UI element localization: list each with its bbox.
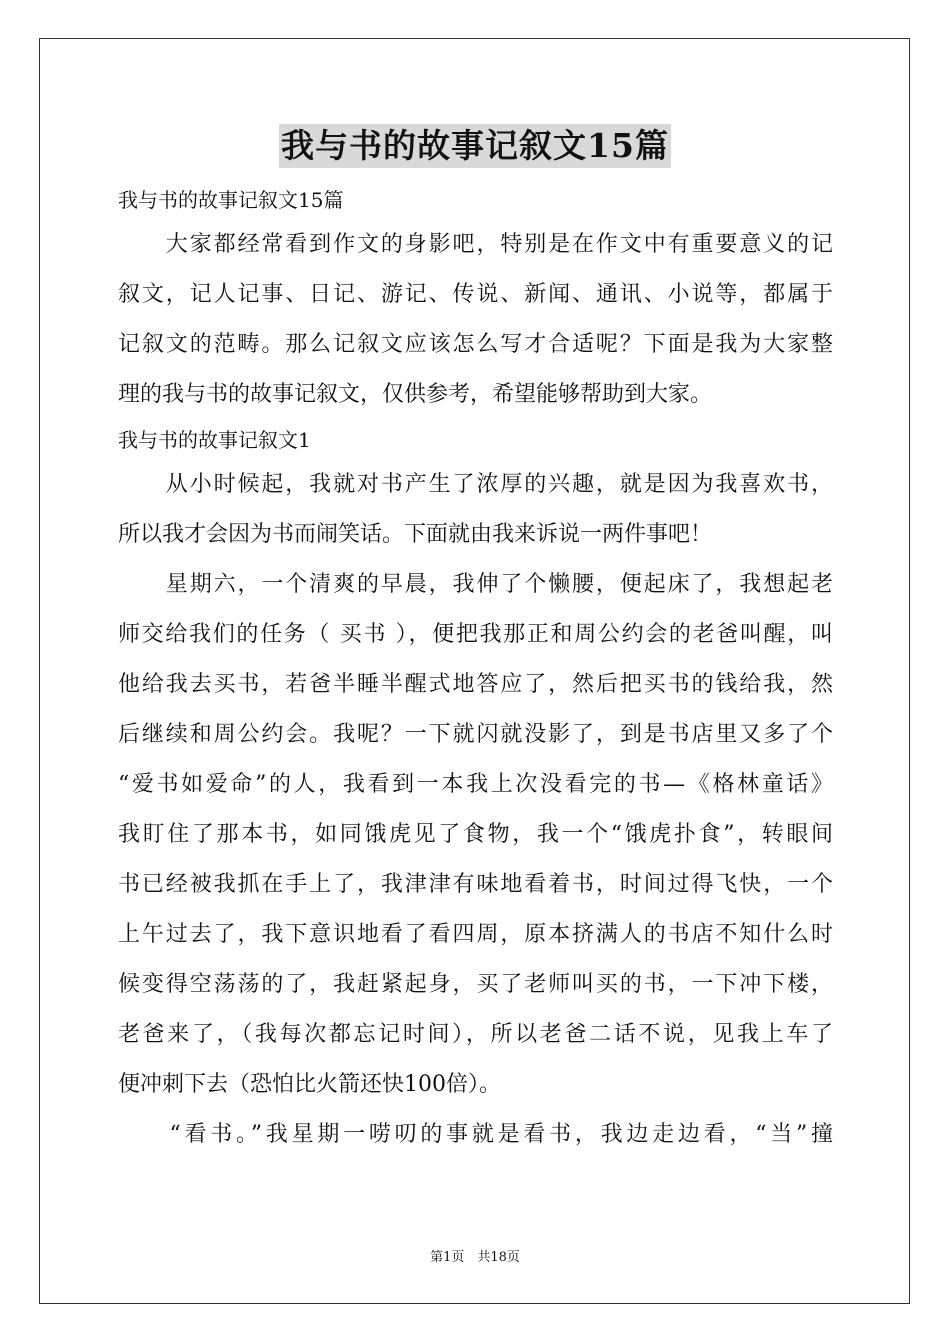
paragraph-2 bbox=[118, 560, 833, 1110]
text-line: 便冲刺下去（恐怕比火箭还快100倍）。 bbox=[118, 1072, 501, 1097]
paragraph-3 bbox=[118, 1110, 833, 1160]
section-heading: 我与书的故事记叙文1 bbox=[118, 428, 311, 452]
text-line: 他给我去买书，若爸半睡半醒式地答应了，然后把买书的钱给我，然 bbox=[118, 672, 833, 697]
subtitle: 我与书的故事记叙文15篇 bbox=[118, 188, 344, 212]
paragraph-1 bbox=[118, 460, 833, 560]
document-title: 我与书的故事记叙文15篇 bbox=[279, 124, 671, 168]
text-line: 记叙文的范畴。那么记叙文应该怎么写才合适呢？下面是我为大家整 bbox=[118, 332, 833, 357]
page-footer: 第1页 共18页 bbox=[430, 1250, 520, 1265]
text-line: 书已经被我抓在手上了，我津津有味地看着书，时间过得飞快，一个 bbox=[118, 872, 833, 897]
text-line: “看书。”我星期一唠叨的事就是看书，我边走边看，“当”撞 bbox=[118, 1122, 833, 1147]
text-line: 从小时候起，我就对书产生了浓厚的兴趣，就是因为我喜欢书， bbox=[118, 472, 833, 497]
text-line: 理的我与书的故事记叙文，仅供参考，希望能够帮助到大家。 bbox=[118, 382, 713, 407]
text-line: 上午过去了，我下意识地看了看四周，原本挤满人的书店不知什么时 bbox=[118, 922, 833, 947]
text-line: 老爸来了，（我每次都忘记时间），所以老爸二话不说，见我上车了 bbox=[118, 1022, 833, 1047]
text-line: 大家都经常看到作文的身影吧，特别是在作文中有重要意义的记 bbox=[118, 232, 833, 257]
text-line: 我盯住了那本书，如同饿虎见了食物，我一个“饿虎扑食”，转眼间 bbox=[118, 822, 833, 847]
document-body bbox=[118, 180, 833, 1160]
title-container bbox=[0, 124, 950, 168]
text-line: “爱书如爱命”的人，我看到一本我上次没看完的书—《格林童话》 bbox=[118, 772, 833, 797]
text-line: 星期六，一个清爽的早晨，我伸了个懒腰，便起床了，我想起老 bbox=[118, 572, 833, 597]
text-line: 后继续和周公约会。我呢？一下就闪就没影了，到是书店里又多了个 bbox=[118, 722, 833, 747]
intro-paragraph bbox=[118, 220, 833, 420]
text-line: 候变得空荡荡的了，我赶紧起身，买了老师叫买的书，一下冲下楼， bbox=[118, 972, 833, 997]
text-line: 师交给我们的任务（ 买书 ），便把我那正和周公约会的老爸叫醒，叫 bbox=[118, 622, 833, 647]
text-line: 叙文，记人记事、日记、游记、传说、新闻、通讯、小说等，都属于 bbox=[118, 282, 833, 307]
text-line: 所以我才会因为书而闹笑话。下面就由我来诉说一两件事吧！ bbox=[118, 522, 713, 547]
